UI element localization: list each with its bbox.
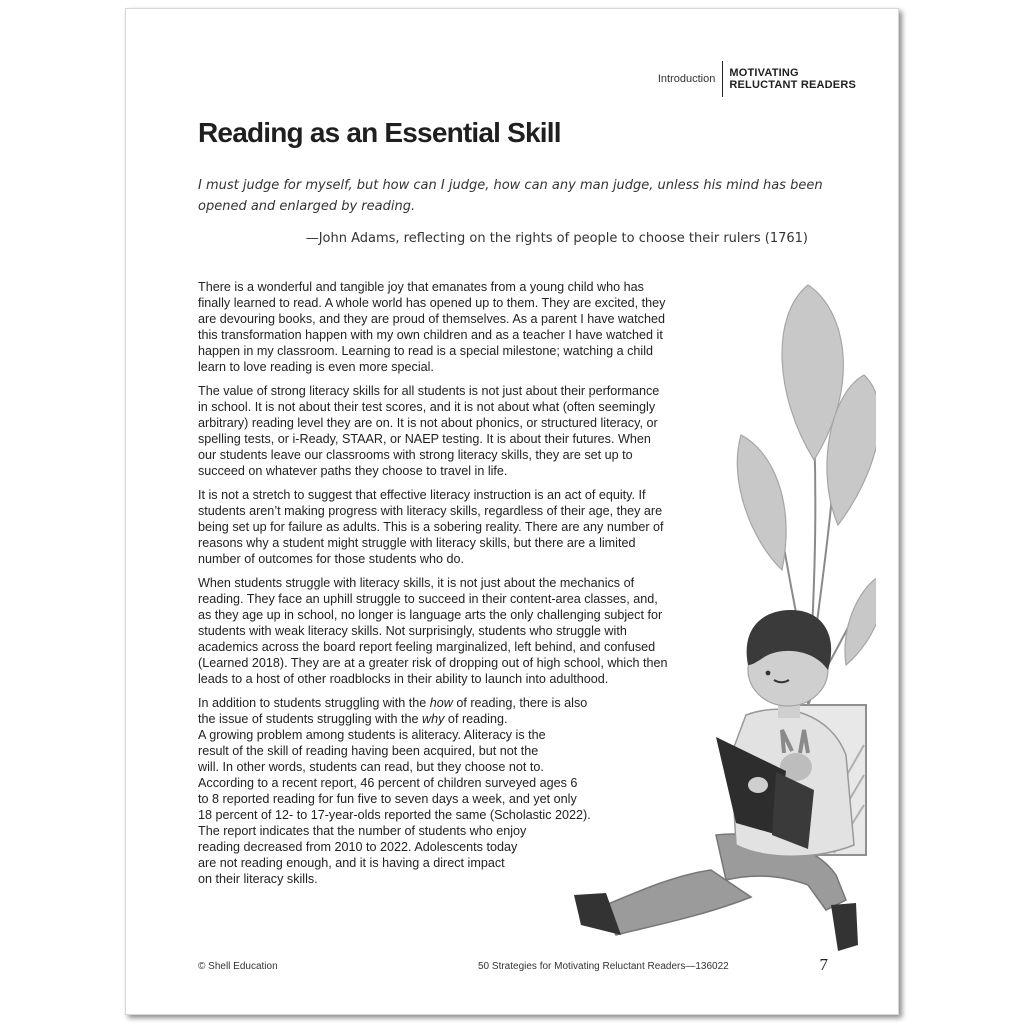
paragraph-5-line5: to 8 reported reading for fun five to seven days a week, and yet only [198,792,577,806]
footer-book-title: 50 Strategies for Motivating Reluctant Readers—136022 [478,961,729,972]
paragraph-5-part1: In addition to students struggling with the [198,696,430,710]
paragraph-4: When students struggle with literacy skills, it is not just about the mechanics of reading. They face an uphill struggle to succeed in their content-area classes, and, as they age up in school, no longer is language arts the only challenging subject for students with weak literacy skills. Not surprisingly, students who struggle with academics across the board report feeling marginalized, left behind, and confused (Learned 2018). They are at a greater risk of dropping out of high school, which then leads to a host of other roadblocks in their ability to launch into adulthood. [198,576,668,686]
paragraph-5-em-how: how [429,696,453,710]
plant-leaves-icon [737,285,876,665]
paragraph-5-line10: on their literacy skills. [198,872,318,886]
header-series-line1: MOTIVATING [729,67,799,79]
page-number: 7 [819,955,828,974]
paragraph-5-line6: 18 percent of 12- to 17-year-olds reported the same (Scholastic 2022). [198,808,591,822]
header-section: Introduction [657,73,716,85]
paragraph-5-line4: According to a recent report, 46 percent of children surveyed ages 6 [198,776,578,790]
paragraph-2: The value of strong literacy skills for all students is not just about their performance in school. It is not about their test scores, and it is not about what (often seemingly arbitrary) reading level they are on. It is not about phonics, or structured literacy, or spelling tests, or i-Ready, STAAR, or NAEP testing. It is about their futures. When our students leave our classrooms with strong literacy skills, they are set up to succeed on whatever paths they choose to travel in life. [198,384,660,478]
body-text [198,279,668,895]
paragraph-5-part2: of reading, there is also the issue of students struggling with the [198,696,588,726]
epigraph-quote: I must judge for myself, but how can I judge, how can any man judge, unless his mind has been opened and enlarged by reading. [198,178,823,214]
header-series-line2: RELUCTANT READERS [729,79,856,91]
paragraph-5-line8: reading decreased from 2010 to 2022. Adolescents today [198,840,518,854]
paragraph-1: There is a wonderful and tangible joy that emanates from a young child who has finally learned to read. A whole world has opened up to them. They are excited, they are devouring books, and they are proud of themselves. As a parent I have watched this transformation happen with my own children and as a teacher I have watched it happen in my classroom. Learning to read is a special milestone; watching a child learn to love reading is even more special. [198,280,666,374]
paragraph-5-line7: The report indicates that the number of students who enjoy [198,824,527,838]
book-page [125,8,899,1015]
epigraph-attribution: —John Adams, reflecting on the rights of people to choose their rulers (1761) [305,231,808,246]
paragraph-3: It is not a stretch to suggest that effective literacy instruction is an act of equity. If students aren’t making progress with literacy skills, regardless of their age, they are being set up for failure as adults. This is a sobering reality. There are any number of reasons why a student might struggle with literacy skills, but there are a limited number of outcomes for those students who do. [198,488,664,566]
header-series-title [723,67,856,91]
paragraph-5-line1: A growing problem among students is aliteracy. Aliteracy is the [198,728,546,742]
page-title: Reading as an Essential Skill [198,117,561,148]
paragraph-5 [198,695,598,887]
paragraph-5-part3: of reading. [444,712,508,726]
paragraph-5-line9: are not reading enough, and it is having a direct impact [198,856,505,870]
running-header [658,61,856,97]
paragraph-5-line2: result of the skill of reading having been acquired, but not the [198,744,539,758]
footer-publisher: © Shell Education [198,961,278,972]
paragraph-5-line3: will. In other words, students can read, but they choose not to. [198,760,544,774]
paragraph-5-em-why: why [422,712,445,726]
